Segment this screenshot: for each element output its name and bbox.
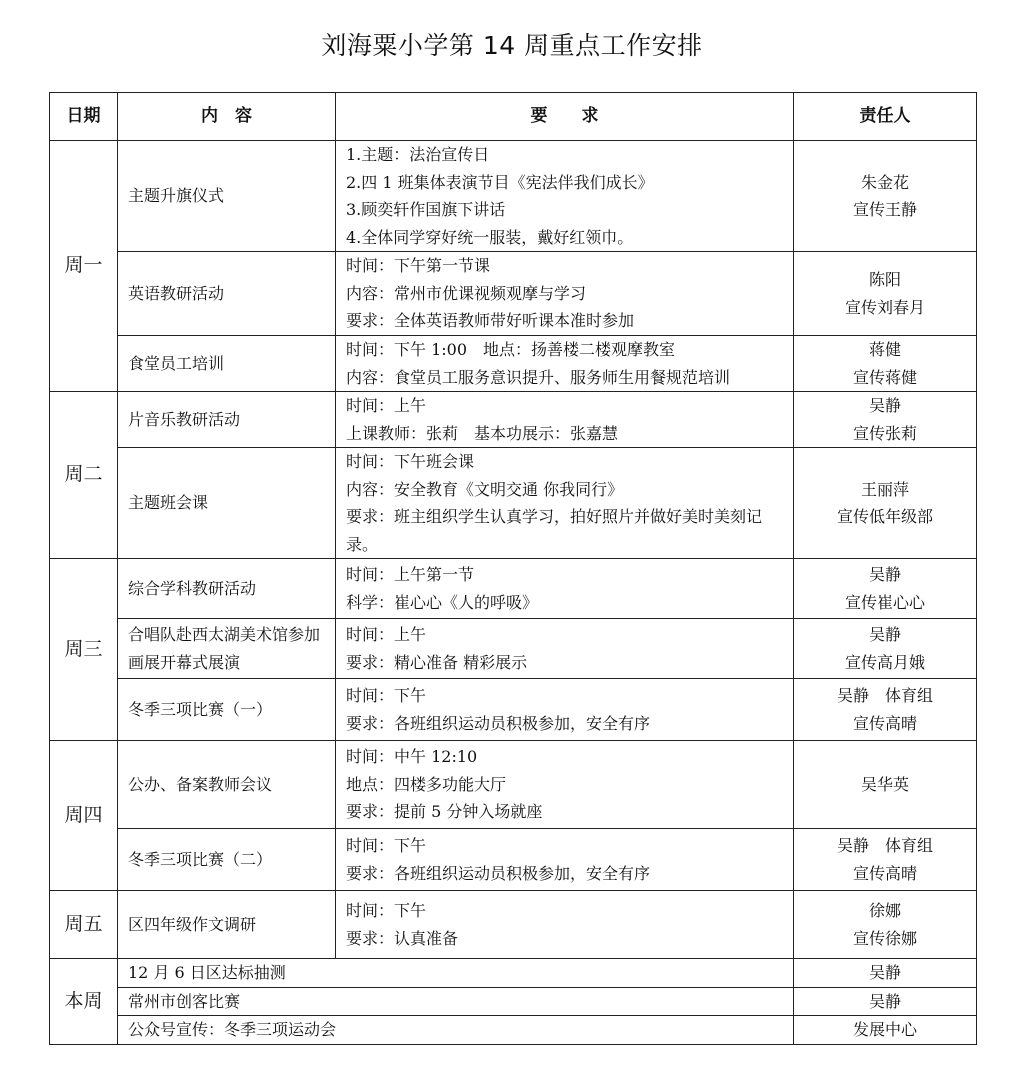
requirements-cell (336, 141, 794, 252)
person-cell (794, 891, 977, 959)
req-line: 上课教师：张莉 基本功展示：张嘉慧 (346, 423, 619, 443)
person-cell: 吴静 (794, 987, 977, 1016)
person-line: 宣传高月娥 (844, 652, 925, 672)
table-row (50, 987, 977, 1016)
header-content: 内 容 (118, 93, 336, 141)
person-cell (794, 741, 977, 829)
content-cell: 合唱队赴西太湖美术馆参加画展开幕式展演 (118, 619, 336, 679)
requirements-cell (336, 829, 794, 891)
req-line: 要求：各班组织运动员积极参加，安全有序 (346, 863, 651, 883)
person-line: 吴静 体育组 (836, 836, 933, 855)
person-line: 宣传张莉 (852, 423, 917, 443)
person-cell (794, 141, 977, 252)
req-line: 时间：下午第一节课 (346, 256, 491, 276)
person-line: 宣传崔心心 (844, 592, 925, 612)
day-cell: 周一 (50, 141, 118, 392)
content-cell: 综合学科教研活动 (118, 559, 336, 619)
table-row (50, 1016, 977, 1045)
content-cell: 冬季三项比赛（一） (118, 679, 336, 741)
day-cell: 周三 (50, 559, 118, 741)
person-cell (794, 829, 977, 891)
person-cell: 吴静 (794, 959, 977, 988)
requirements-cell (336, 891, 794, 959)
schedule-table (49, 92, 977, 1045)
req-line: 科学：崔心心《人的呼吸》 (346, 592, 539, 612)
day-cell: 周四 (50, 741, 118, 891)
req-line: 内容：常州市优课视频观摩与学习 (346, 283, 587, 303)
person-line: 蒋健 (868, 340, 901, 359)
req-line: 要求：班主组织学生认真学习，拍好照片并做好美时美刻记录。 (346, 507, 763, 554)
requirements-cell (336, 559, 794, 619)
content-cell: 片音乐教研活动 (118, 392, 336, 448)
table-row (50, 619, 977, 679)
req-line: 内容：安全教育《文明交通 你我同行》 (346, 479, 624, 499)
content-cell: 冬季三项比赛（二） (118, 829, 336, 891)
table-row (50, 448, 977, 559)
content-cell: 食堂员工培训 (118, 336, 336, 392)
requirements-cell (336, 619, 794, 679)
header-person: 责任人 (794, 93, 977, 141)
requirements-cell (336, 252, 794, 336)
req-line: 时间：上午第一节 (346, 565, 475, 584)
table-row (50, 336, 977, 392)
table-row (50, 559, 977, 619)
table-row (50, 392, 977, 448)
week-item-cell: 12 月 6 日区达标抽测 (118, 959, 794, 988)
person-cell (794, 619, 977, 679)
person-line: 宣传徐娜 (852, 928, 917, 948)
person-line: 吴静 (868, 625, 901, 644)
content-cell: 英语教研活动 (118, 252, 336, 336)
req-line: 要求：各班组织运动员积极参加，安全有序 (346, 713, 651, 733)
person-line: 吴静 体育组 (836, 686, 933, 705)
person-line: 吴华英 (860, 774, 909, 794)
header-row (50, 93, 977, 141)
req-line: 时间：上午 (346, 625, 427, 644)
req-line: 时间：中午 12:10 (346, 747, 478, 767)
req-line: 内容：食堂员工服务意识提升、服务师生用餐规范培训 (346, 367, 731, 387)
req-line: 时间：下午 (346, 686, 427, 705)
content-cell: 公办、备案教师会议 (118, 741, 336, 829)
person-line: 吴静 (868, 565, 901, 584)
table-row (50, 741, 977, 829)
req-line: 时间：下午班会课 (346, 452, 475, 471)
req-line: 时间：下午 (346, 836, 427, 855)
requirements-cell (336, 392, 794, 448)
header-date: 日期 (50, 93, 118, 141)
table-row (50, 829, 977, 891)
person-line: 吴静 (868, 396, 901, 415)
page-title: 刘海粟小学第 14 周重点工作安排 (321, 31, 703, 60)
req-line: 要求：认真准备 (346, 928, 459, 948)
person-cell: 发展中心 (794, 1016, 977, 1045)
req-line: 2.四 1 班集体表演节目《宪法伴我们成长》 (346, 172, 654, 192)
person-cell (794, 336, 977, 392)
requirements-cell (336, 741, 794, 829)
table-row (50, 141, 977, 252)
person-cell (794, 252, 977, 336)
req-line: 4.全体同学穿好统一服装，戴好红领巾。 (346, 227, 634, 247)
req-line: 地点：四楼多功能大厅 (346, 774, 507, 794)
req-line: 要求：提前 5 分钟入场就座 (346, 802, 543, 822)
day-cell: 周二 (50, 392, 118, 559)
person-line: 宣传高晴 (852, 713, 917, 733)
req-line: 3.顾奕轩作国旗下讲话 (346, 200, 506, 219)
header-requirements: 要 求 (336, 93, 794, 141)
req-line: 时间：下午 1:00 地点：扬善楼二楼观摩教室 (346, 340, 676, 359)
person-line: 宣传低年级部 (836, 507, 933, 526)
person-line: 徐娜 (868, 901, 901, 920)
table-row (50, 959, 977, 988)
req-line: 要求：精心准备 精彩展示 (346, 652, 528, 672)
day-cell: 周五 (50, 891, 118, 959)
person-line: 朱金花 (860, 172, 909, 192)
person-line: 宣传刘春月 (844, 297, 925, 317)
table-row (50, 891, 977, 959)
person-cell (794, 392, 977, 448)
req-line: 时间：上午 (346, 396, 427, 415)
day-cell: 本周 (50, 959, 118, 1045)
person-line: 宣传王静 (852, 200, 917, 219)
person-line: 宣传蒋健 (852, 367, 917, 387)
week-item-cell: 常州市创客比赛 (118, 987, 794, 1016)
person-cell (794, 448, 977, 559)
week-item-cell: 公众号宣传：冬季三项运动会 (118, 1016, 794, 1045)
req-line: 1.主题：法治宣传日 (346, 145, 490, 164)
table-row (50, 252, 977, 336)
requirements-cell (336, 448, 794, 559)
person-cell (794, 559, 977, 619)
content-cell: 主题升旗仪式 (118, 141, 336, 252)
req-line: 要求：全体英语教师带好听课本准时参加 (346, 311, 635, 331)
content-cell: 区四年级作文调研 (118, 891, 336, 959)
person-line: 陈阳 (868, 270, 901, 289)
requirements-cell (336, 336, 794, 392)
requirements-cell (336, 679, 794, 741)
req-line: 时间：下午 (346, 901, 427, 920)
person-cell (794, 679, 977, 741)
person-line: 宣传高晴 (852, 863, 917, 883)
person-line: 王丽萍 (860, 479, 909, 499)
content-cell: 主题班会课 (118, 448, 336, 559)
table-row (50, 679, 977, 741)
